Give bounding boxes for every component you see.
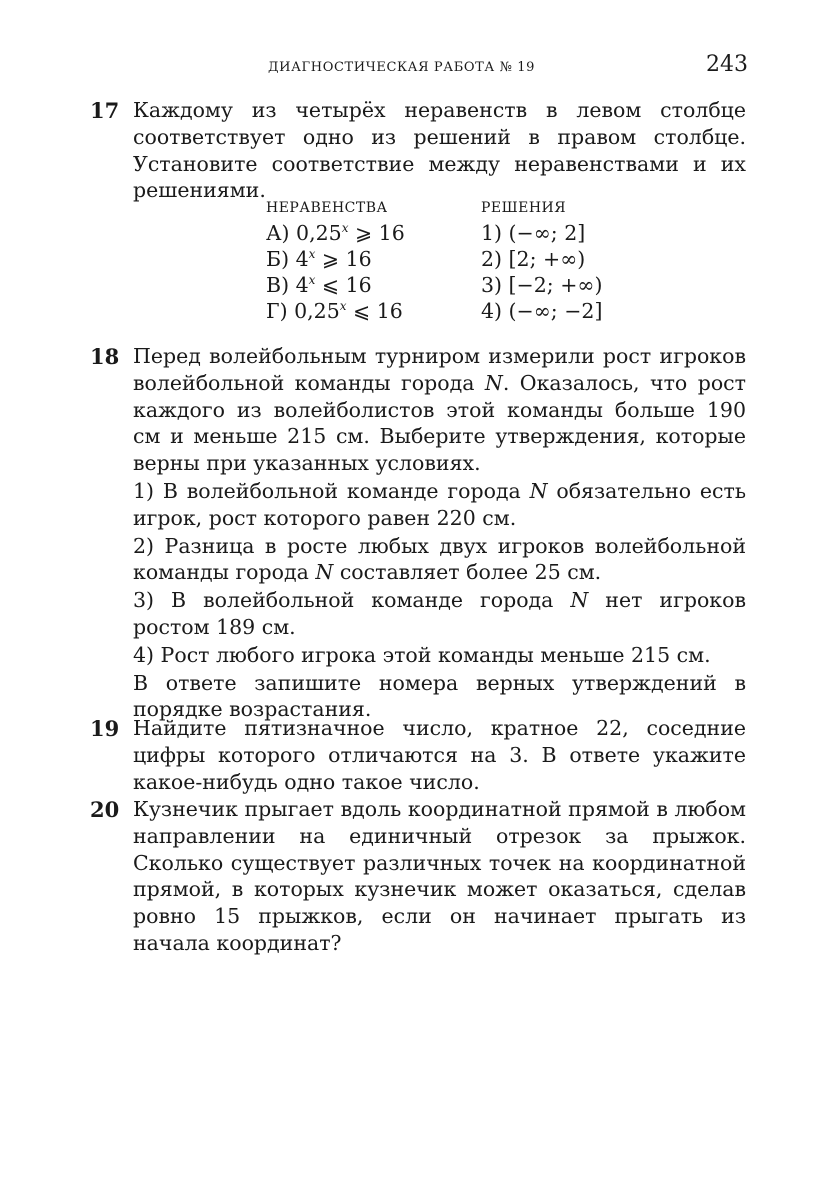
task-20 (90, 796, 746, 957)
inequalities-column (266, 196, 456, 324)
task-number: 18 (90, 344, 120, 369)
task-17 (90, 97, 746, 204)
task-18 (90, 343, 746, 723)
statement-4: 4) Рост любого игрока этой команды меньше 215 см. (133, 642, 711, 667)
task-text: Найдите пятизначное число, кратное 22, соседние цифры которого отличаются на 3. В ответе укажите какое-нибудь одно такое число. (133, 716, 746, 794)
inequality-row: В) 4$^x$ ⩽ 16 (266, 273, 372, 297)
inequality-row: А) 0,25$^x$ ⩾ 16 (266, 221, 405, 245)
solution-row: 1) (−∞; 2] (481, 221, 586, 245)
column-header: НЕРАВЕНСТВА (266, 200, 388, 216)
task-19 (90, 715, 746, 795)
statement-3: 3) В волейбольной команде города N нет игроков ростом 189 см. (133, 588, 746, 639)
inequality-row: Г) 0,25$^x$ ⩽ 16 (266, 299, 403, 323)
column-header: РЕШЕНИЯ (481, 200, 567, 216)
solution-row: 2) [2; +∞) (481, 247, 586, 271)
inequality-row: Б) 4$^x$ ⩾ 16 (266, 247, 372, 271)
task-text: Каждому из четырёх неравенств в левом столбце соответствует одно из решений в правом столбце. Установите соответствие между неравенствами и их решениями. (133, 98, 746, 203)
task-number: 19 (90, 716, 120, 741)
task-intro: Перед волейбольным турниром измерили рост игроков волейбольной команды города N. Оказалось, что рост каждого из волейболистов этой команды больше 190 см и меньше 215 см. Выберите утверждения, которые верны при указанных условиях. (133, 344, 746, 476)
page-header (0, 52, 827, 82)
task-number: 17 (90, 98, 120, 123)
statement-1: 1) В волейбольной команде города N обязательно есть игрок, рост которого равен 220 см. (133, 478, 746, 530)
running-head: ДИАГНОСТИЧЕСКАЯ РАБОТА № 19 (268, 60, 535, 75)
task-outro: В ответе запишите номера верных утверждений в порядке возрастания. (133, 670, 746, 722)
task-text: Кузнечик прыгает вдоль координатной прямой в любом направлении на единичный отрезок за прыжок. Сколько существует различных точек на координатной прямой, в которых кузнечик может оказаться, сделав ровно 15 прыжков, если он начинает прыгать из начала координат? (133, 797, 746, 955)
page-number: 243 (706, 52, 748, 77)
solution-row: 4) (−∞; −2] (481, 299, 603, 323)
solution-row: 3) [−2; +∞) (481, 273, 603, 297)
task-number: 20 (90, 797, 120, 822)
solutions-column (481, 196, 671, 324)
statement-2: 2) Разница в росте любых двух игроков волейбольной команды города N составляет более 25 см. (133, 533, 746, 585)
